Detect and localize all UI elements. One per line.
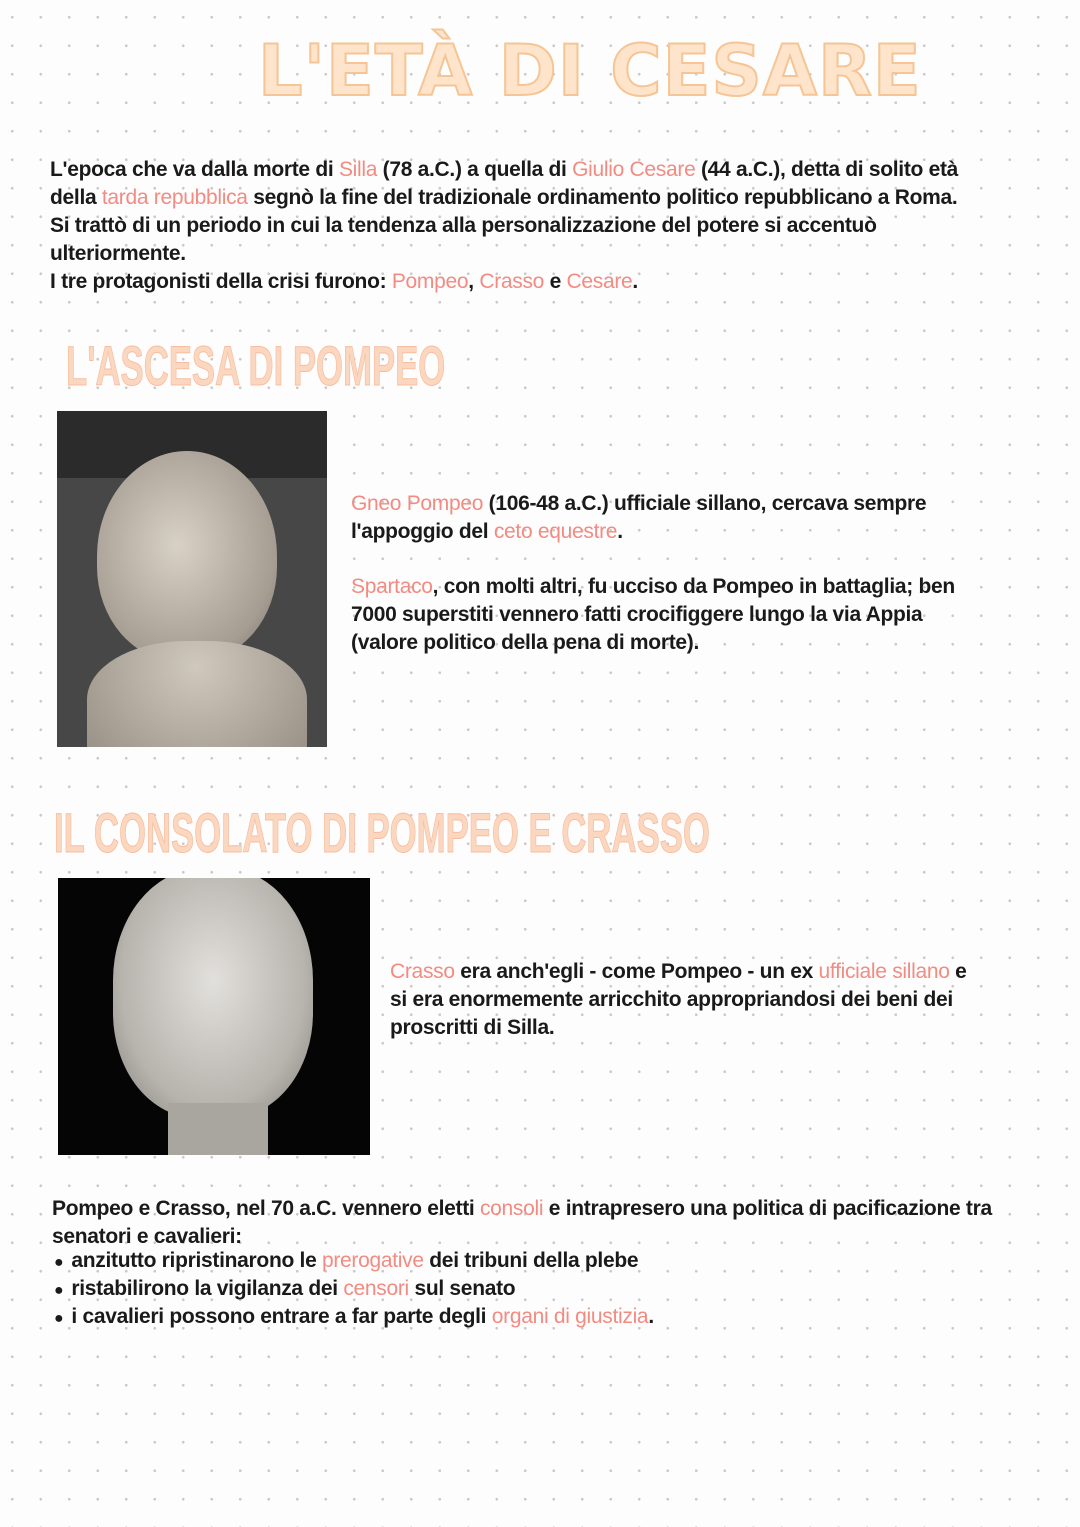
text-line [50, 212, 1060, 240]
text-line [50, 156, 1060, 184]
consolato-paragraph [52, 1195, 1062, 1251]
text-segment: , [468, 270, 480, 293]
text-segment: 7000 superstiti vennero fatti crocifiggere lungo la via Appia [351, 603, 923, 626]
highlighted-term: Silla [338, 158, 378, 181]
text-segment: L'epoca che va dalla morte di [50, 158, 339, 181]
text-segment: . [632, 270, 638, 293]
list-item [54, 1304, 1054, 1332]
text-segment: e [949, 960, 967, 983]
text-line [351, 573, 1051, 601]
bust-shoulders-shape [87, 641, 307, 747]
bust-neck-shape [168, 1103, 268, 1155]
highlighted-term: prerogative [321, 1249, 424, 1272]
bust-head-shape [97, 451, 277, 661]
text-segment: si era enormemente arricchito appropriandosi dei beni dei [390, 988, 953, 1011]
text-line [50, 268, 1060, 296]
text-line [351, 518, 1051, 546]
text-segment: della [50, 186, 102, 209]
intro-paragraph [50, 156, 1060, 296]
text-segment: (44 a.C.), detta di solito età [695, 158, 959, 181]
text-line [50, 184, 1060, 212]
list-item [54, 1248, 1054, 1276]
bust-head-shape [113, 878, 313, 1118]
list-item [54, 1276, 1054, 1304]
text-segment: senatori e cavalieri: [52, 1225, 242, 1248]
text-line [351, 629, 1051, 657]
text-segment: . [617, 520, 623, 543]
highlighted-term: tarda repubblica [101, 186, 248, 209]
text-segment: (78 a.C.) a quella di [377, 158, 573, 181]
section-heading-ascesa: L'ASCESA DI POMPEO [66, 334, 446, 397]
text-segment: ristabilirono la vigilanza dei [71, 1277, 344, 1300]
text-segment: ulteriormente. [50, 242, 186, 265]
text-segment: Pompeo e Crasso, nel 70 a.C. vennero eletti [52, 1197, 480, 1220]
highlighted-term: Crasso [390, 960, 455, 983]
text-segment: era anch'egli - come Pompeo - un ex [454, 960, 819, 983]
spartaco-paragraph [351, 573, 1051, 657]
text-segment: Si trattò di un periodo in cui la tendenza alla personalizzazione del potere si accentuò [50, 214, 877, 237]
highlighted-term: Spartaco [351, 575, 433, 598]
highlighted-term: ceto equestre [493, 520, 618, 543]
text-segment: e intrapresero una politica di pacificazione tra [543, 1197, 992, 1220]
text-line [52, 1195, 1062, 1223]
text-segment: anzitutto ripristinarono le [71, 1249, 322, 1272]
text-line [52, 1223, 1062, 1251]
text-line [390, 958, 1070, 986]
text-segment: I tre protagonisti della crisi furono: [50, 270, 392, 293]
highlighted-term: consoli [479, 1197, 544, 1220]
text-segment: sul senato [408, 1277, 516, 1300]
pompeo-bust-image [57, 411, 327, 747]
text-segment: . [648, 1305, 654, 1328]
text-line [351, 601, 1051, 629]
highlighted-term: Gneo Pompeo [351, 492, 484, 515]
highlighted-term: Giulio Cesare [572, 158, 696, 181]
text-line [390, 986, 1070, 1014]
crasso-paragraph [390, 958, 1070, 1042]
highlighted-term: organi di giustizia [491, 1305, 649, 1328]
highlighted-term: Crasso [479, 270, 545, 293]
text-segment: i cavalieri possono entrare a far parte degli [71, 1305, 492, 1328]
text-segment: e [544, 270, 567, 293]
text-line [390, 1014, 1070, 1042]
highlighted-term: Cesare [566, 270, 633, 293]
highlighted-term: censori [343, 1277, 409, 1300]
crasso-bust-image [58, 878, 370, 1155]
section-heading-consolato: IL CONSOLATO DI POMPEO E CRASSO [54, 801, 710, 864]
text-segment: (valore politico della pena di morte). [351, 631, 699, 654]
page-title: L'ETÀ DI CESARE [258, 30, 922, 112]
text-segment: segnò la fine del tradizionale ordinamento politico repubblicano a Roma. [247, 186, 958, 209]
highlighted-term: Pompeo [391, 270, 469, 293]
pompeo-paragraph [351, 490, 1051, 546]
text-line [50, 240, 1060, 268]
text-segment: proscritti di Silla. [390, 1016, 555, 1039]
text-segment: l'appoggio del [351, 520, 494, 543]
text-segment: , con molti altri, fu ucciso da Pompeo in battaglia; ben [432, 575, 955, 598]
text-line [351, 490, 1051, 518]
text-segment: dei tribuni della plebe [423, 1249, 639, 1272]
text-segment: (106-48 a.C.) ufficiale sillano, cercava sempre [483, 492, 927, 515]
highlighted-term: ufficiale sillano [818, 960, 950, 983]
consolato-bullet-list [54, 1248, 1054, 1332]
